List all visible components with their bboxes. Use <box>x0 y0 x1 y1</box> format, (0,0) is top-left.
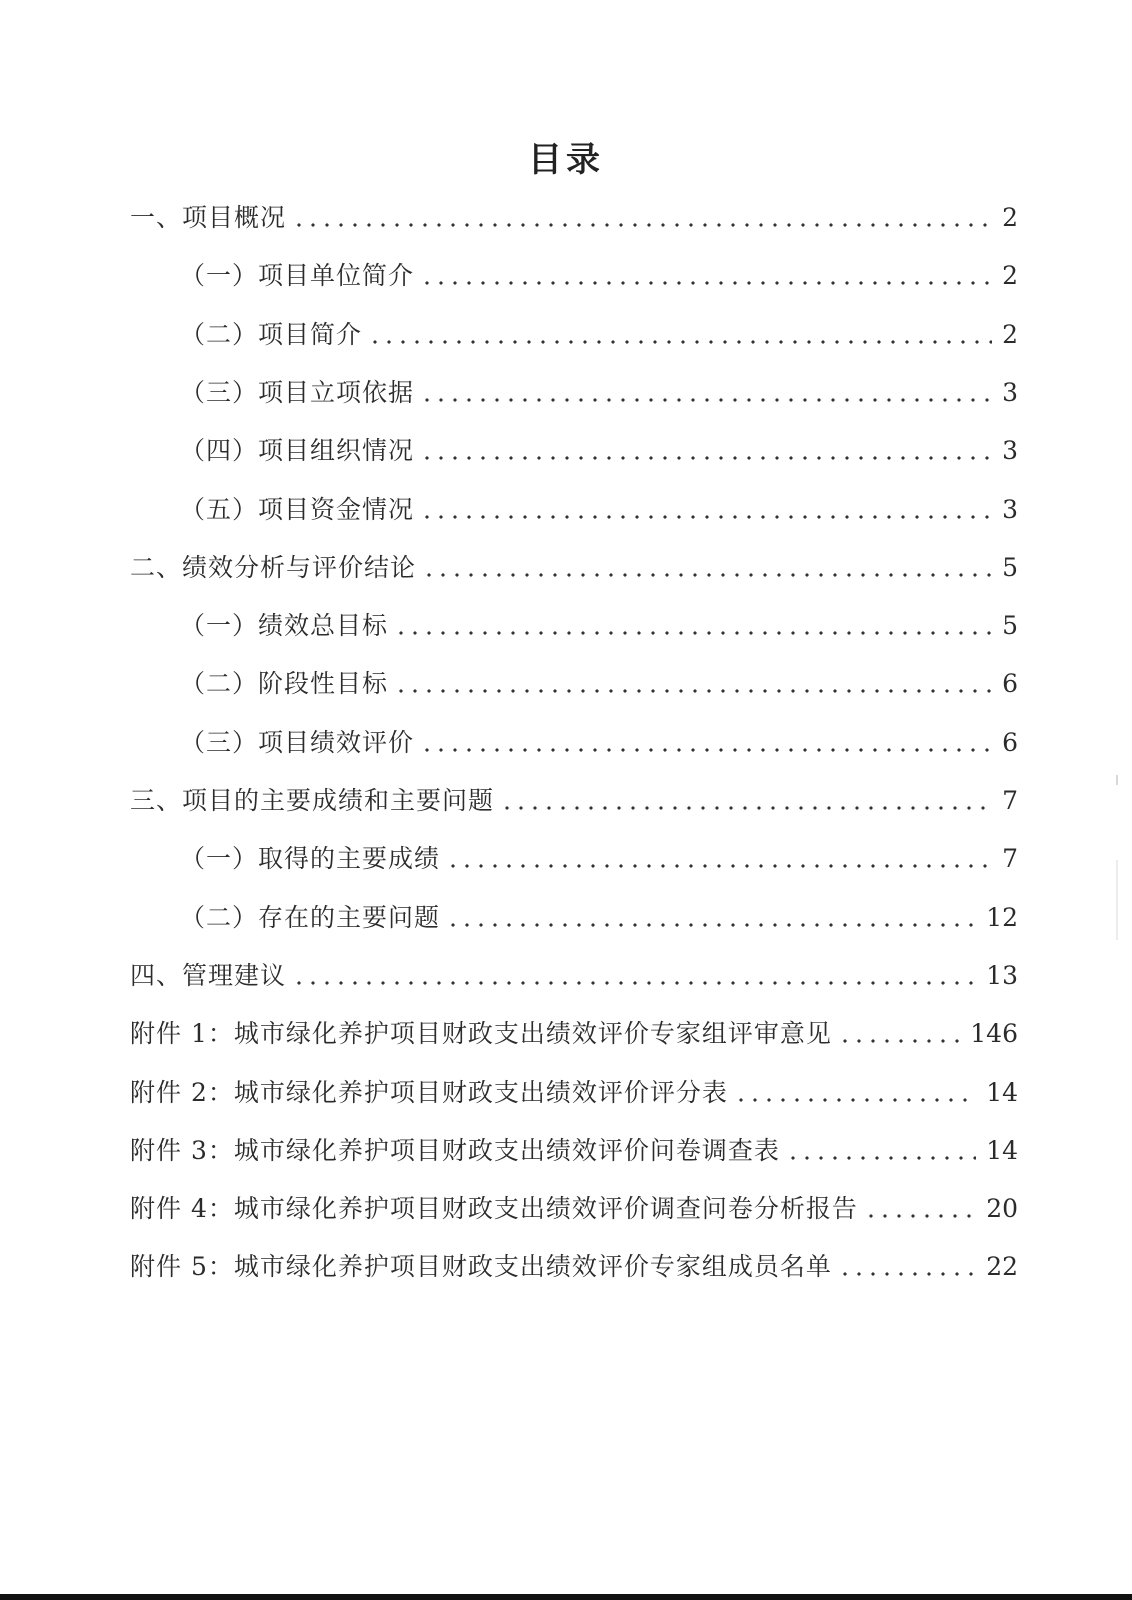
toc-entry-page-number: 146 <box>970 1019 1018 1048</box>
toc-entry[interactable] <box>130 956 1018 996</box>
toc-entry-label: 二、绩效分析与评价结论 <box>130 553 417 582</box>
toc-entry-page-number: 22 <box>986 1252 1018 1281</box>
toc-entry-page-number: 5 <box>1002 611 1018 640</box>
toc-entry[interactable] <box>130 198 1018 238</box>
toc-entry[interactable] <box>130 781 1018 821</box>
toc-entry[interactable] <box>130 1014 1018 1054</box>
toc-entry-page-number: 14 <box>986 1136 1018 1165</box>
toc-dot-leader <box>420 398 992 402</box>
toc-entry-page-number: 13 <box>986 961 1018 990</box>
toc-entry-label: 附件 5：城市绿化养护项目财政支出绩效评价专家组成员名单 <box>130 1252 832 1281</box>
toc-dot-leader <box>394 689 992 693</box>
toc-entry[interactable] <box>180 898 1018 938</box>
toc-dot-leader <box>420 748 992 752</box>
toc-entry-page-number: 3 <box>1002 378 1018 407</box>
toc-entry-label: （一）绩效总目标 <box>180 611 389 640</box>
toc-entry[interactable] <box>180 256 1018 296</box>
toc-entry-label: （一）项目单位简介 <box>180 261 415 290</box>
toc-entry[interactable] <box>180 431 1018 471</box>
toc-entry-label: （一）取得的主要成绩 <box>180 844 441 873</box>
toc-entry-label: 三、项目的主要成绩和主要问题 <box>130 786 495 815</box>
toc-entry-label: 四、管理建议 <box>130 961 287 990</box>
toc-dot-leader <box>838 1272 976 1276</box>
toc-entry-label: （二）阶段性目标 <box>180 669 389 698</box>
toc-entry-label: 附件 3：城市绿化养护项目财政支出绩效评价问卷调查表 <box>130 1136 780 1165</box>
scan-edge-mark <box>1116 775 1118 785</box>
toc-dot-leader <box>292 981 976 985</box>
toc-entry[interactable] <box>180 664 1018 704</box>
toc-entry-page-number: 3 <box>1002 436 1018 465</box>
toc-entry-page-number: 5 <box>1002 553 1018 582</box>
toc-entry[interactable] <box>130 1073 1018 1113</box>
toc-entry-label: 附件 2：城市绿化养护项目财政支出绩效评价评分表 <box>130 1078 728 1107</box>
toc-dot-leader <box>422 573 992 577</box>
toc-entry-page-number: 2 <box>1002 203 1018 232</box>
toc-entry[interactable] <box>180 373 1018 413</box>
toc-dot-leader <box>368 340 992 344</box>
toc-entry[interactable] <box>180 606 1018 646</box>
toc-entry-label: 一、项目概况 <box>130 203 287 232</box>
toc-dot-leader <box>864 1214 976 1218</box>
toc-entry-page-number: 7 <box>1002 844 1018 873</box>
toc-entry-label: 附件 4：城市绿化养护项目财政支出绩效评价调查问卷分析报告 <box>130 1194 858 1223</box>
toc-dot-leader <box>446 864 992 868</box>
toc-entry-page-number: 20 <box>986 1194 1018 1223</box>
toc-entry[interactable] <box>130 1189 1018 1229</box>
toc-entry-label: （四）项目组织情况 <box>180 436 415 465</box>
toc-entry-page-number: 12 <box>986 903 1018 932</box>
toc-entry-page-number: 14 <box>986 1078 1018 1107</box>
toc-entry[interactable] <box>180 839 1018 879</box>
toc-entry-label: （三）项目立项依据 <box>180 378 415 407</box>
toc-entry-page-number: 2 <box>1002 261 1018 290</box>
toc-entry-page-number: 7 <box>1002 786 1018 815</box>
toc-entry[interactable] <box>130 548 1018 588</box>
toc-entry-label: （五）项目资金情况 <box>180 495 415 524</box>
toc-dot-leader <box>786 1156 976 1160</box>
toc-dot-leader <box>446 923 976 927</box>
toc-entry-label: （三）项目绩效评价 <box>180 728 415 757</box>
toc-entry-label: （二）存在的主要问题 <box>180 903 441 932</box>
page-title: 目录 <box>528 140 604 180</box>
toc-dot-leader <box>420 515 992 519</box>
toc-entry-page-number: 6 <box>1002 728 1018 757</box>
toc-entry-page-number: 3 <box>1002 495 1018 524</box>
toc-dot-leader <box>292 223 992 227</box>
toc-dot-leader <box>420 281 992 285</box>
toc-dot-leader <box>420 456 992 460</box>
toc-entry[interactable] <box>180 490 1018 530</box>
toc-entry[interactable] <box>130 1131 1018 1171</box>
scan-bottom-border <box>0 1594 1132 1600</box>
toc-entry-page-number: 2 <box>1002 320 1018 349</box>
toc-dot-leader <box>734 1098 976 1102</box>
toc-dot-leader <box>394 631 992 635</box>
toc-entry-label: （二）项目简介 <box>180 320 363 349</box>
toc-entry-label: 附件 1：城市绿化养护项目财政支出绩效评价专家组评审意见 <box>130 1019 832 1048</box>
toc-entry[interactable] <box>130 1247 1018 1287</box>
toc-entry[interactable] <box>180 315 1018 355</box>
toc-dot-leader <box>500 806 992 810</box>
scan-edge-mark <box>1116 860 1118 940</box>
toc-dot-leader <box>838 1039 960 1043</box>
toc-entry[interactable] <box>180 723 1018 763</box>
toc-entry-page-number: 6 <box>1002 669 1018 698</box>
